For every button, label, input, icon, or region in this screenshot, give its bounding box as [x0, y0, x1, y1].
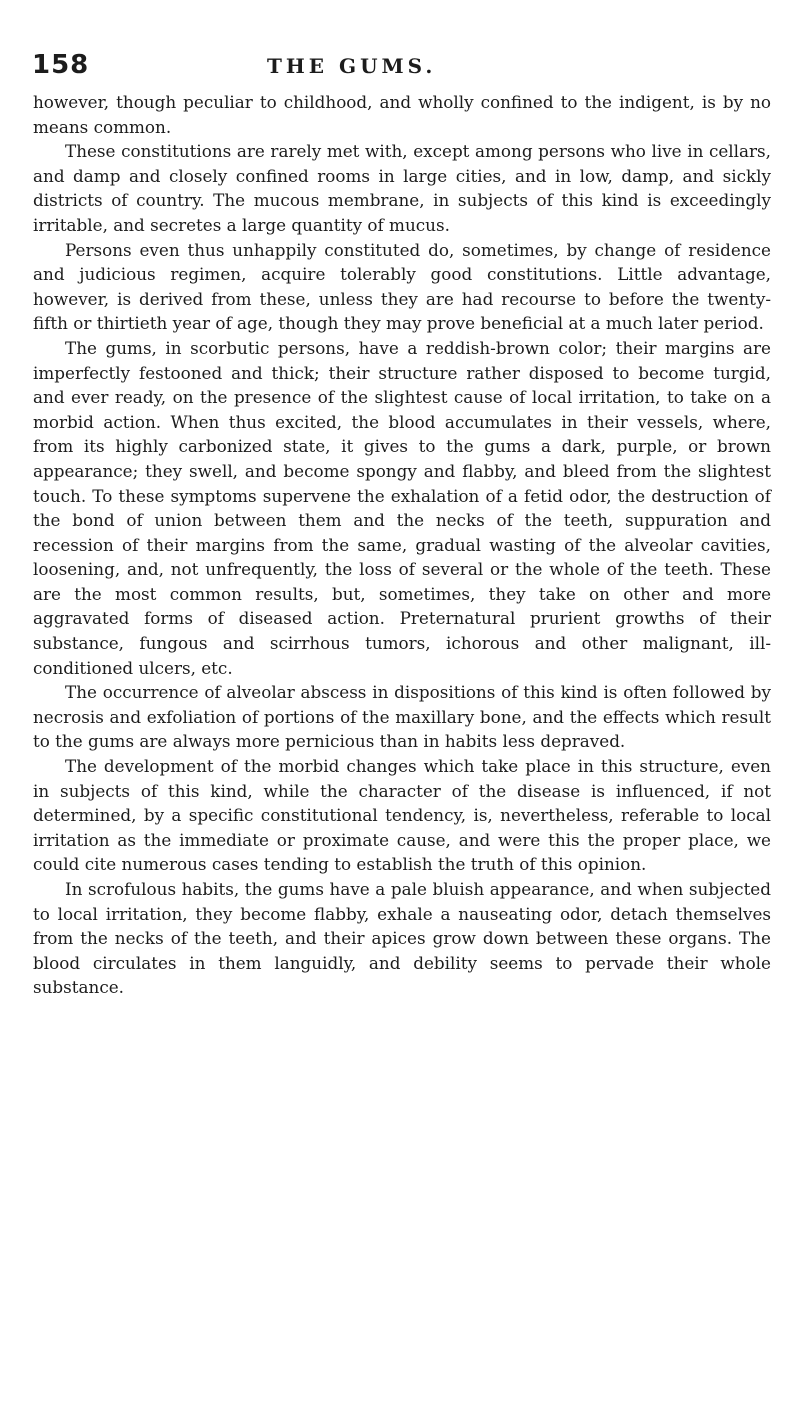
running-head: THE GUMS. [267, 54, 437, 78]
paragraph-continuation: however, though peculiar to childhood, and wholly confined to the indigent, is by no means common. [33, 92, 771, 137]
paragraph: The occurrence of alveolar abscess in dispositions of this kind is often followed by necrosis and exfoliation of portions of the maxillary bone, and the effects which result to the gums are always more pernicious than in habits less depraved. [33, 682, 771, 752]
page-number: 158 [32, 50, 90, 80]
paragraph: These constitutions are rarely met with, except among persons who live in cellars, and damp and closely confined rooms in large cities, and in low, damp, and sickly districts of country. The mucous membrane, in subjects of this kind is exceedingly irritable, and secretes a large quantity of mucus. [33, 141, 771, 235]
body-text [33, 90, 771, 1000]
paragraph: The gums, in scorbutic persons, have a reddish-brown color; their margins are imperfectly festooned and thick; their structure rather disposed to become turgid, and ever ready, on the presence of the slightest cause of local irritation, to take on a morbid action. When thus excited, the blood accumulates in their vessels, where, from its highly carbonized state, it gives to the gums a dark, purple, or brown appearance; they swell, and become spongy and flabby, and bleed from the slightest touch. To these symptoms supervene the exhalation of a fetid odor, the destruction of the bond of union between them and the necks of the teeth, suppuration and recession of their margins from the same, gradual wasting of the alveolar cavities, loosening, and, not unfrequently, the loss of several or the whole of the teeth. These are the most common results, but, sometimes, they take on other and more aggravated forms of diseased action. Preternatural prurient growths of their substance, fungous and scirrhous tumors, ichorous and other malignant, ill-conditioned ulcers, etc. [33, 337, 771, 678]
paragraph: Persons even thus unhappily constituted do, sometimes, by change of residence and judicious regimen, acquire tolerably good constitutions. Little advantage, however, is derived from these, unless they are had recourse to before the twenty-fifth or thirtieth year of age, though they may prove beneficial at a much later period. [33, 239, 771, 334]
paragraph: The development of the morbid changes which take place in this structure, even in subjects of this kind, while the character of the disease is influenced, if not determined, by a specific constitutional tendency, is, nevertheless, referable to local irritation as the immediate or proximate cause, and were this the proper place, we could cite numerous cases tending to establish the truth of this opinion. [33, 756, 771, 875]
page-header [32, 50, 772, 84]
paragraph: In scrofulous habits, the gums have a pale bluish appearance, and when subjected to local irritation, they become flabby, exhale a nauseating odor, detach themselves from the necks of the teeth, and their apices grow down between these organs. The blood circulates in them languidly, and debility seems to pervade their whole substance. [33, 879, 771, 998]
